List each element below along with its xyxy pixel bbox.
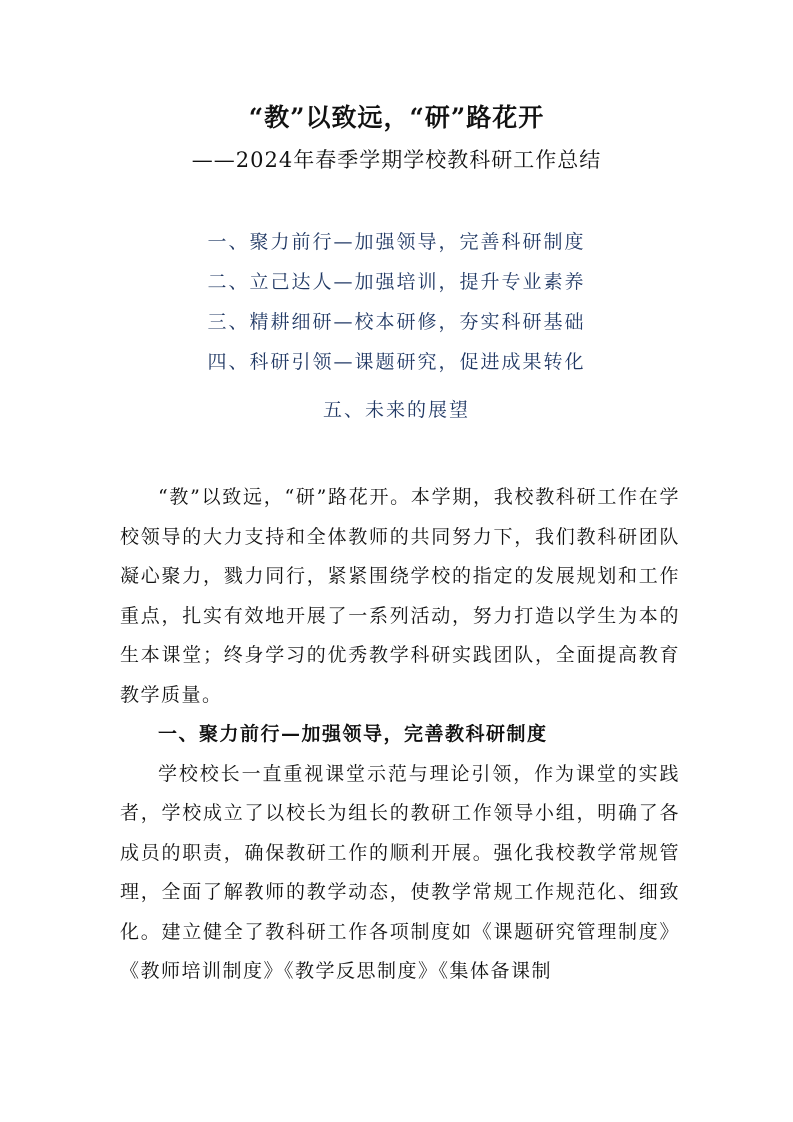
document-subtitle: ——2024年春季学期学校教科研工作总结 bbox=[191, 148, 602, 172]
intro-paragraph: “教”以致远，“研”路花开。本学期，我校教科研工作在学校领导的大力支持和全体教师的共同努力下，我们教科研团队凝心聚力，戮力同行，紧紧围绕学校的指定的发展规划和工作重点，扎实有效地开展了一系列活动，努力打造以学生为本的生本课堂；终身学习的优秀教学科研实践团队，全面提高教育教学质量。 bbox=[120, 486, 680, 706]
toc-item-4: 四、科研引领—课题研究，促进成果转化 bbox=[207, 351, 586, 373]
toc-item-3: 三、精耕细研—校本研修，夯实科研基础 bbox=[207, 311, 586, 333]
section-1-paragraph: 学校校长一直重视课堂示范与理论引领，作为课堂的实践者，学校成立了以校长为组长的教研工作领导小组，明确了各成员的职责，确保教研工作的顺利开展。强化我校教学常规管理，全面了解教师的教学动态，使教学常规工作规范化、细致化。建立健全了教科研工作各项制度如《课题研究管理制度》《教师培训制度》《教学反思制度》《集体备课制 bbox=[120, 762, 680, 982]
table-of-contents bbox=[0, 228, 793, 436]
document-body bbox=[120, 478, 680, 992]
toc-item-2: 二、立己达人—加强培训，提升专业素养 bbox=[207, 271, 586, 293]
toc-item-1: 一、聚力前行—加强领导，完善科研制度 bbox=[207, 231, 586, 253]
section-1-heading: 一、聚力前行—加强领导，完善教科研制度 bbox=[158, 723, 548, 745]
document-title: “教”以致远，“研”路花开 bbox=[248, 103, 545, 132]
toc-item-5: 五、未来的展望 bbox=[322, 399, 470, 421]
